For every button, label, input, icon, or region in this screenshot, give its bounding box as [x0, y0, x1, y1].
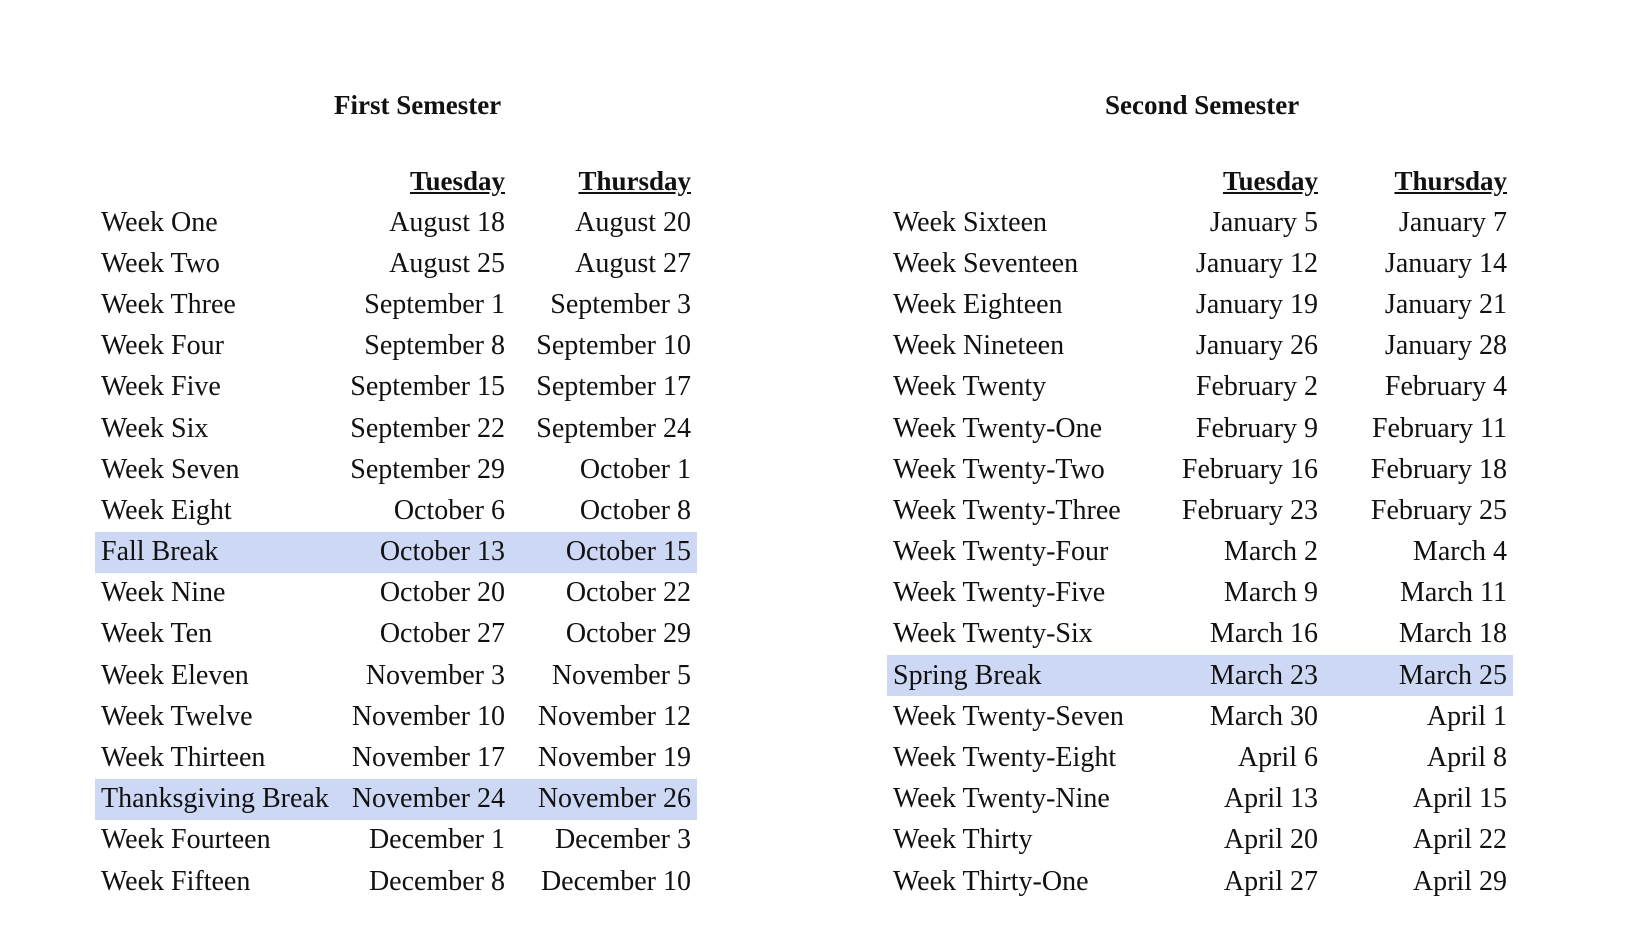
week-cell: Week Nineteen: [893, 330, 1065, 362]
table-row: [887, 779, 1513, 820]
tue-cell: March 16: [1209, 618, 1318, 650]
break-row: [887, 655, 1513, 696]
week-cell: Week Thirty-One: [893, 865, 1089, 897]
week-cell: Week Twenty-Four: [893, 536, 1109, 568]
thu-cell: December 3: [554, 824, 691, 856]
tue-cell: March 30: [1209, 700, 1318, 732]
table-row: [95, 655, 697, 696]
tue-cell: March 2: [1223, 536, 1318, 568]
break-row: [95, 532, 697, 573]
table-row: [95, 820, 697, 861]
tue-cell: April 13: [1223, 783, 1318, 815]
tue-cell: October 13: [335, 532, 511, 573]
tue-cell: January 12: [1195, 247, 1318, 279]
table-row: [887, 614, 1513, 655]
thu-cell: April 1: [1426, 700, 1507, 732]
thu-cell: November 5: [551, 659, 691, 691]
tue-cell: December 1: [368, 824, 505, 856]
thu-cell: December 10: [540, 865, 691, 897]
table-row: [95, 408, 697, 449]
table-row: [887, 573, 1513, 614]
week-cell: Week Twenty-Eight: [893, 742, 1117, 774]
thu-cell: October 15: [511, 532, 697, 573]
tue-cell: October 6: [393, 494, 505, 526]
thu-cell: October 29: [565, 618, 691, 650]
thu-cell: November 12: [537, 700, 691, 732]
thu-cell: January 7: [1398, 206, 1507, 238]
week-cell: Week Eight: [101, 494, 232, 526]
tue-cell: September 1: [364, 288, 505, 320]
tue-cell: September 29: [350, 453, 505, 485]
table-row: [95, 573, 697, 614]
thu-cell: March 11: [1399, 577, 1507, 609]
week-cell: Week Four: [101, 330, 224, 362]
table-row: [95, 490, 697, 531]
thu-cell: February 18: [1370, 453, 1507, 485]
thu-cell: October 22: [565, 577, 691, 609]
tue-cell: February 2: [1195, 371, 1318, 403]
thu-cell: August 20: [575, 206, 691, 238]
break-row: [95, 779, 697, 820]
table-row: [95, 737, 697, 778]
thu-cell: April 22: [1412, 824, 1507, 856]
tue-cell: September 22: [350, 412, 505, 444]
thu-cell: January 28: [1384, 330, 1507, 362]
table-row: [887, 243, 1513, 284]
first-semester-rows: [95, 202, 697, 902]
tue-cell: December 8: [368, 865, 505, 897]
table-row: [887, 532, 1513, 573]
table-row: [95, 696, 697, 737]
thu-cell: October 1: [579, 453, 691, 485]
thu-cell: April 8: [1426, 742, 1507, 774]
week-cell: Week Fourteen: [101, 824, 271, 856]
thu-cell: March 25: [1324, 655, 1513, 696]
week-cell: Week Ten: [101, 618, 213, 650]
week-cell: Week Thirteen: [101, 742, 266, 774]
week-cell: Week Fifteen: [101, 865, 251, 897]
week-cell: Week Two: [101, 247, 220, 279]
tue-cell: April 20: [1223, 824, 1318, 856]
thu-cell: September 3: [550, 288, 691, 320]
tue-cell: November 17: [351, 742, 505, 774]
week-cell: Week Twenty-Nine: [893, 783, 1110, 815]
week-cell: Week Nine: [101, 577, 226, 609]
tue-cell: September 15: [350, 371, 505, 403]
tue-cell: February 23: [1181, 494, 1318, 526]
table-row: [95, 202, 697, 243]
week-cell: Week Sixteen: [893, 206, 1048, 238]
first-semester-table: [95, 160, 697, 902]
week-cell: Week Twenty-Seven: [893, 700, 1124, 732]
table-row: [95, 614, 697, 655]
week-cell: Week Twenty-One: [893, 412, 1103, 444]
week-cell: Fall Break: [95, 532, 335, 573]
table-row: [887, 820, 1513, 861]
week-cell: Spring Break: [887, 655, 1152, 696]
week-cell: Week Thirty: [893, 824, 1033, 856]
table-row: [887, 490, 1513, 531]
table-header-row: [887, 160, 1513, 202]
table-row: [887, 861, 1513, 902]
thursday-column-header: Thursday: [1394, 165, 1507, 196]
week-column-header: [887, 160, 1152, 202]
thu-cell: March 4: [1412, 536, 1507, 568]
week-cell: Week Twenty: [893, 371, 1047, 403]
tue-cell: November 24: [335, 779, 511, 820]
tue-cell: October 27: [379, 618, 505, 650]
table-row: [887, 202, 1513, 243]
table-row: [95, 326, 697, 367]
tue-cell: October 20: [379, 577, 505, 609]
week-cell: Week Seven: [101, 453, 240, 485]
week-cell: Thanksgiving Break: [95, 779, 335, 820]
thu-cell: January 21: [1384, 288, 1507, 320]
week-cell: Week Twenty-Six: [893, 618, 1093, 650]
thu-cell: February 25: [1370, 494, 1507, 526]
table-row: [887, 284, 1513, 325]
week-cell: Week Seventeen: [893, 247, 1079, 279]
thursday-column-header: Thursday: [578, 165, 691, 196]
tue-cell: November 3: [365, 659, 505, 691]
table-row: [95, 367, 697, 408]
second-semester-title: Second Semester: [1105, 90, 1300, 120]
week-cell: Week Twelve: [101, 700, 253, 732]
week-cell: Week Twenty-Three: [893, 494, 1121, 526]
tue-cell: April 6: [1237, 742, 1318, 774]
week-cell: Week Twenty-Two: [893, 453, 1105, 485]
tue-cell: April 27: [1223, 865, 1318, 897]
thu-cell: September 10: [536, 330, 691, 362]
thu-cell: February 4: [1384, 371, 1507, 403]
thu-cell: April 29: [1412, 865, 1507, 897]
week-cell: Week Six: [101, 412, 209, 444]
tue-cell: September 8: [364, 330, 505, 362]
thu-cell: September 24: [536, 412, 691, 444]
table-header-row: [95, 160, 697, 202]
week-cell: Week Five: [101, 371, 221, 403]
tue-cell: February 16: [1181, 453, 1318, 485]
week-cell: Week Three: [101, 288, 236, 320]
table-row: [95, 243, 697, 284]
thu-cell: February 11: [1371, 412, 1507, 444]
tue-cell: August 25: [389, 247, 505, 279]
table-row: [95, 861, 697, 902]
tuesday-column-header: Tuesday: [409, 165, 505, 196]
table-row: [887, 367, 1513, 408]
week-cell: Week Twenty-Five: [893, 577, 1106, 609]
tue-cell: November 10: [351, 700, 505, 732]
week-column-header: [95, 160, 335, 202]
tue-cell: January 19: [1195, 288, 1318, 320]
first-semester-title: First Semester: [334, 90, 502, 120]
second-semester-rows: [887, 202, 1513, 902]
week-cell: Week Eighteen: [893, 288, 1063, 320]
table-row: [887, 408, 1513, 449]
week-cell: Week One: [101, 206, 218, 238]
thu-cell: November 19: [537, 742, 691, 774]
week-cell: Week Eleven: [101, 659, 249, 691]
thu-cell: March 18: [1398, 618, 1507, 650]
tue-cell: March 9: [1223, 577, 1318, 609]
tue-cell: January 5: [1209, 206, 1318, 238]
table-row: [887, 326, 1513, 367]
tue-cell: August 18: [389, 206, 505, 238]
table-row: [95, 449, 697, 490]
second-semester-table: [887, 160, 1513, 902]
thu-cell: August 27: [575, 247, 691, 279]
table-row: [887, 449, 1513, 490]
table-row: [887, 696, 1513, 737]
thu-cell: April 15: [1412, 783, 1507, 815]
tue-cell: February 9: [1195, 412, 1318, 444]
tue-cell: March 23: [1152, 655, 1324, 696]
thu-cell: January 14: [1384, 247, 1507, 279]
tue-cell: January 26: [1195, 330, 1318, 362]
thu-cell: October 8: [579, 494, 691, 526]
tuesday-column-header: Tuesday: [1222, 165, 1318, 196]
thu-cell: September 17: [536, 371, 691, 403]
thu-cell: November 26: [511, 779, 697, 820]
table-row: [95, 284, 697, 325]
table-row: [887, 737, 1513, 778]
